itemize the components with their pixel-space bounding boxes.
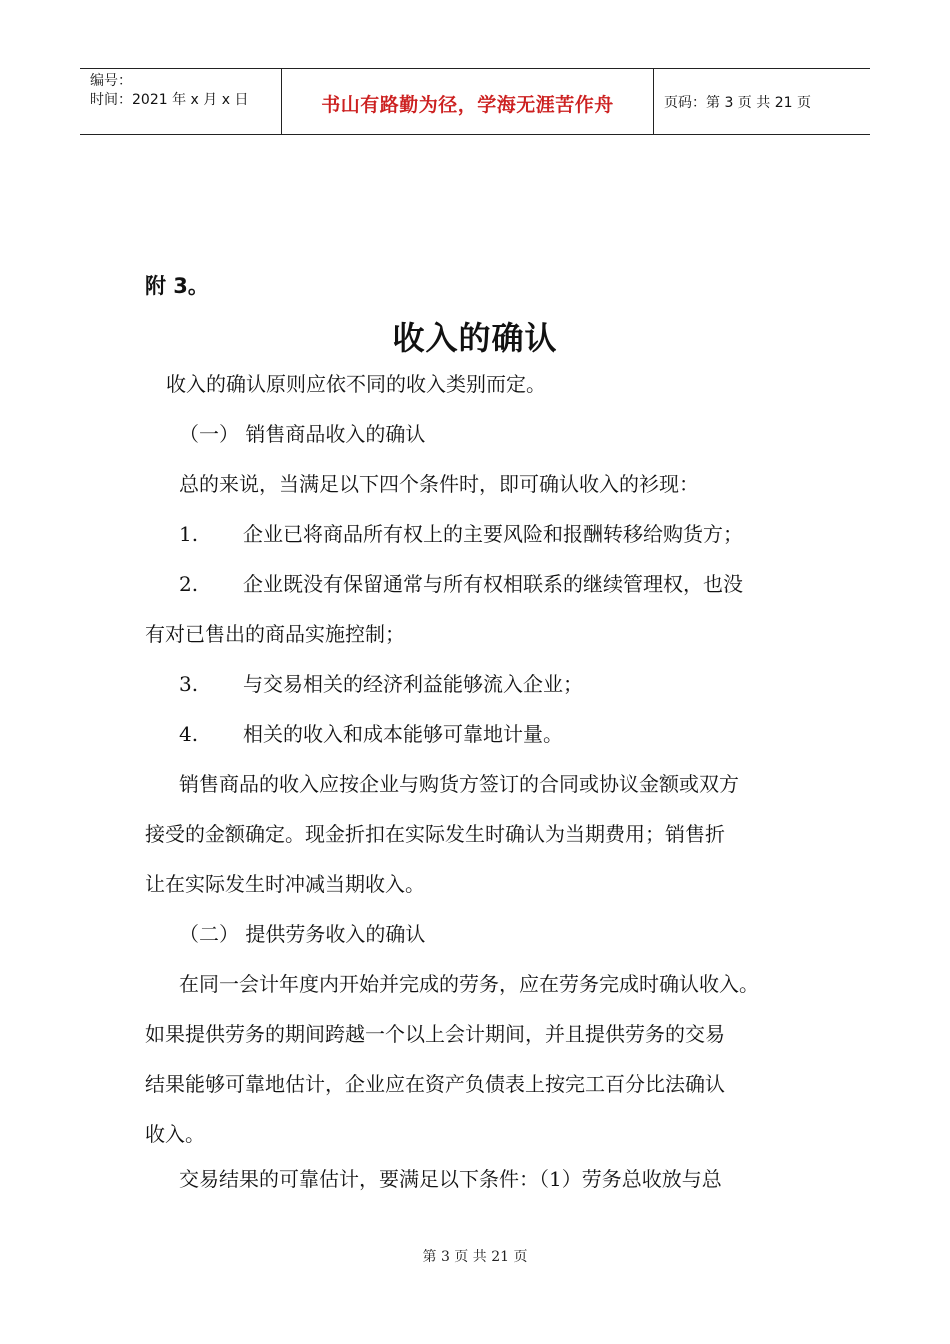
intro-paragraph: 收入的确认原则应依不同的收入类别而定。 xyxy=(166,372,546,396)
header-page-cell xyxy=(654,69,870,134)
list-item-1-number: 1. xyxy=(179,522,199,546)
section-heading-2: （二） 提供劳务收入的确认 xyxy=(179,922,426,946)
sales-paragraph-line-2: 接受的金额确定。现金折扣在实际发生时确认为当期费用；销售折 xyxy=(145,822,725,846)
labor-paragraph-line-4: 收入。 xyxy=(145,1122,205,1146)
section-heading-1: （一） 销售商品收入的确认 xyxy=(179,422,426,446)
list-item-3 xyxy=(179,670,583,698)
list-item-2-text: 企业既没有保留通常与所有权相联系的继续管理权，也没 xyxy=(243,572,743,596)
motto-text: 书山有路勤为径，学海无涯苦作舟 xyxy=(321,94,614,116)
page-footer: 第 3 页 共 21 页 xyxy=(422,1249,528,1265)
header-page-info: 页码：第 3 页 共 21 页 xyxy=(664,94,811,111)
labor-paragraph-line-1: 在同一会计年度内开始并完成的劳务，应在劳务完成时确认收入。 xyxy=(179,972,759,996)
list-item-3-text: 与交易相关的经济利益能够流入企业； xyxy=(243,672,583,696)
sales-paragraph-line-1: 销售商品的收入应按企业与购货方签订的合同或协议金额或双方 xyxy=(179,772,739,796)
list-item-1-text: 企业已将商品所有权上的主要风险和报酬转移给购货方； xyxy=(243,522,743,546)
sales-paragraph-line-3: 让在实际发生时冲减当期收入。 xyxy=(145,872,425,896)
list-item-2 xyxy=(179,570,743,598)
labor-paragraph-line-2: 如果提供劳务的期间跨越一个以上会计期间，并且提供劳务的交易 xyxy=(145,1022,725,1046)
list-item-4-text: 相关的收入和成本能够可靠地计量。 xyxy=(243,722,563,746)
summary-paragraph: 总的来说，当满足以下四个条件时，即可确认收入的衫现： xyxy=(179,472,699,496)
document-header xyxy=(80,68,870,135)
list-item-2-continuation: 有对已售出的商品实施控制； xyxy=(145,622,405,646)
conditions-paragraph-line-1: 交易结果的可靠估计，要满足以下条件：（1）劳务总收放与总 xyxy=(179,1167,722,1191)
appendix-label: 附 3。 xyxy=(145,274,209,298)
header-motto-cell xyxy=(282,69,654,134)
page-title: 收入的确认 xyxy=(392,319,558,357)
list-item-3-number: 3. xyxy=(179,672,199,696)
serial-label: 编号： xyxy=(90,73,132,89)
list-item-4 xyxy=(179,720,563,748)
list-item-2-number: 2. xyxy=(179,572,199,596)
date-label: 时间：2021 年 x 月 x 日 xyxy=(90,92,249,108)
list-item-1 xyxy=(179,520,743,548)
labor-paragraph-line-3: 结果能够可靠地估计，企业应在资产负债表上按完工百分比法确认 xyxy=(145,1072,725,1096)
list-item-4-number: 4. xyxy=(179,722,199,746)
header-meta-cell xyxy=(80,69,282,134)
